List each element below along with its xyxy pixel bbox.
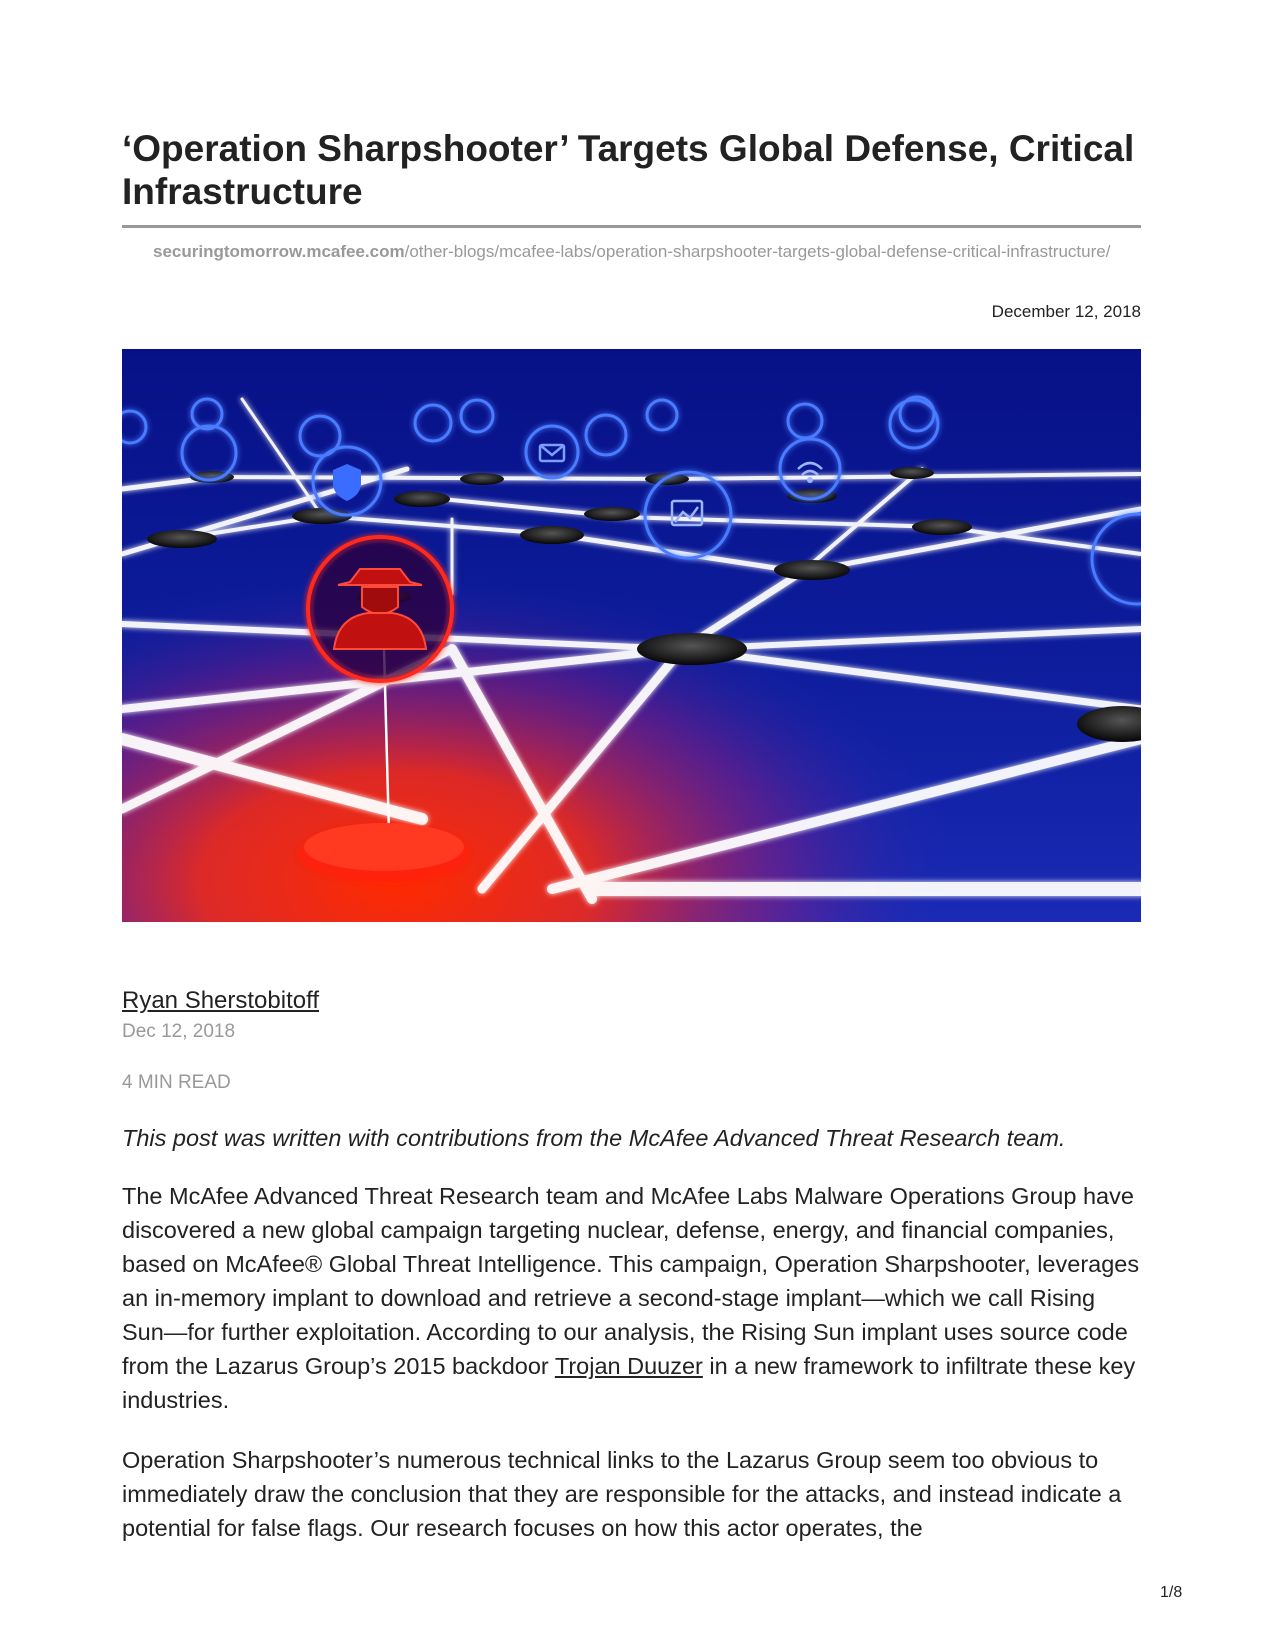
intro-note: This post was written with contributions from the McAfee Advanced Threat Research team. xyxy=(122,1125,1066,1151)
article-date: December 12, 2018 xyxy=(991,302,1141,321)
trojan-duuzer-link[interactable]: Trojan Duuzer xyxy=(554,1353,703,1379)
paragraph-1 xyxy=(122,1179,1141,1417)
page-title: ‘Operation Sharpshooter’ Targets Global Defense, Critical Infrastructure xyxy=(122,128,1135,212)
title-divider xyxy=(122,225,1141,228)
paragraph-2: Operation Sharpshooter’s numerous technical links to the Lazarus Group seem too obvious to immediately draw the conclusion that they are responsible for the attacks, and instead indicate a potential for false flags. Our research focuses on how this actor operates, the xyxy=(122,1447,1122,1541)
network-illustration xyxy=(122,349,1141,922)
author-link[interactable]: Ryan Sherstobitoff xyxy=(122,987,320,1014)
publish-date: Dec 12, 2018 xyxy=(122,1021,236,1042)
paragraph-1-text: The McAfee Advanced Threat Research team and McAfee Labs Malware Operations Group have discovered a new global campaign targeting nuclear, defense, energy, and financial companies, based on McAfee® Global Threat Intelligence. This campaign, Operation Sharpshooter, leverages an in-memory implant to download and retrieve a second-stage implant—which we call Rising Sun—for further exploitation. According to our analysis, the Rising Sun implant uses source code from the Lazarus Group’s 2015 backdoor xyxy=(122,1183,1140,1379)
hero-image xyxy=(122,349,1141,922)
paragraph-1-tail: in a new framework to infiltrate these key industries. xyxy=(122,1353,1136,1413)
page-number: 1/8 xyxy=(1160,1584,1183,1601)
source-domain[interactable]: securingtomorrow.mcafee.com xyxy=(153,242,405,261)
source-path[interactable]: /other-blogs/mcafee-labs/operation-sharpshooter-targets-global-defense-critical-infrastructure/ xyxy=(404,242,1111,261)
read-time: 4 MIN READ xyxy=(122,1072,231,1093)
source-url[interactable] xyxy=(122,240,1141,264)
